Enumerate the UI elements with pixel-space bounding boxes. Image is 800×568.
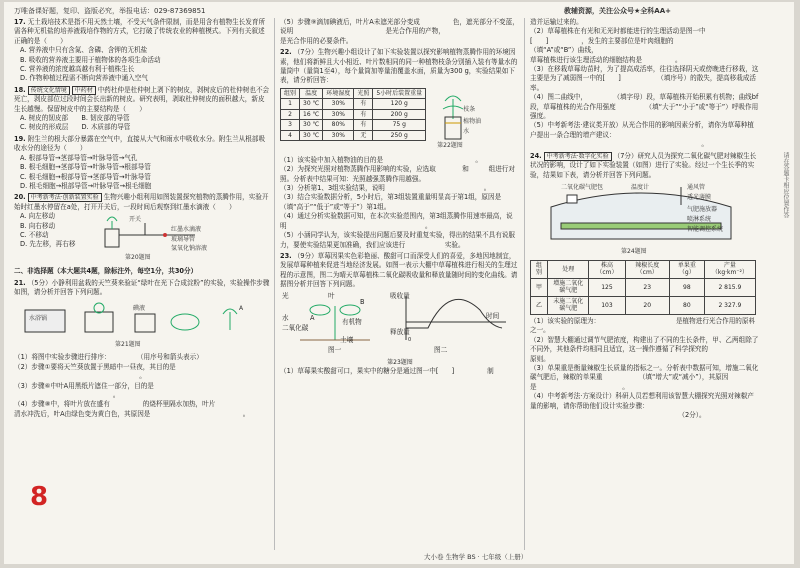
option: A. 树皮的韧皮部 B. 韧皮部的导管: [20, 114, 130, 123]
table-cell: 30 ℃: [300, 99, 323, 110]
option: A. 营养液中只有含氮、含磷、含钾的无机盐: [20, 46, 148, 55]
sub-question: （1）该实验的原理为： 是植物进行光合作用的原料之一。: [530, 316, 756, 335]
table-cell: 3: [281, 120, 300, 131]
sub-question: （2）为探究光照对植物蒸腾作用影响的实验，应选取 和 组进行对照。分析表中结果可知：光照越强蒸腾作用越强。: [280, 165, 515, 183]
table-cell: 甲: [531, 278, 548, 296]
figure-caption: 图二: [434, 345, 448, 354]
figure-label: 光: [282, 291, 289, 300]
binding-margin-text: 请在答题卡相应位置作答: [782, 152, 789, 218]
table-header: 组别: [531, 260, 548, 278]
option: C. 树皮的形成层 D. 木质部的导管: [20, 123, 131, 132]
question-text: 生物兴趣小组利用如图装置探究植物的蒸腾作用，实验开始时红墨水停留在a处，打开开关后，一段时间后观察到红墨水滴液（ ）: [14, 193, 269, 211]
table-cell: 125: [589, 278, 625, 296]
option: C. 不移动: [20, 230, 49, 239]
sub-question: 。: [530, 140, 709, 149]
table-header: 组别: [281, 88, 300, 99]
figure-label: 智能调控系统: [687, 225, 724, 233]
table-cell: 30 ℃: [300, 130, 323, 141]
question-text: （7分）研究人员为探究二氧化碳气肥对辣椒生长状况的影响，设计了如下实验装置（如图）进行了实验。经过一个生长季的实验，结果如下表，请分析并回答下列问题。: [530, 151, 757, 179]
figure-label: 土壤: [340, 335, 354, 344]
figure-label: 植物油: [463, 117, 482, 125]
sub-question: 清水冲洗后，叶A由绿色变为黄白色，其原因是 。: [14, 409, 250, 418]
sub-question: （3）结合实验数据分析，5小时后，第3组装置重量明显高于第1组，原因是 （填“高于”“低于”或“等于”）第1组。: [280, 193, 541, 211]
figure-label: 氢氧化钠溶液: [171, 245, 208, 253]
question-text: 无土栽培技术是指不用天然土壤，不受天气条件限制，而是用含有植物生长发育所需各种无机盐的培养液栽培作物的方式，它打破了传统农业的种植模式。下列有关叙述正确的是（ ）: [14, 18, 266, 45]
data-table-22: [280, 88, 426, 142]
table-cell: 乙: [531, 296, 548, 314]
sub-question: （1）草莓果实酸甜可口，果实中的糖分是通过图一中[ ] 制: [280, 366, 494, 375]
data-table-24: [530, 260, 756, 315]
figure-label: 通风管: [687, 183, 706, 191]
table-header: 辣椒长度（cm）: [625, 260, 669, 278]
figure-caption: 第21题图: [115, 341, 141, 349]
option: B. 根毛细胞→茎部导管→叶脉导管→根部导管: [20, 163, 151, 172]
figure-24: [530, 182, 760, 258]
section-heading: 二、非选择题（本大题共4题，除标注外，每空1分，共30分）: [14, 267, 198, 276]
table-row: [281, 120, 426, 131]
figure-label: 碘液: [133, 305, 146, 313]
figure-label: 叶: [328, 291, 335, 300]
table-row: [531, 296, 756, 314]
context-tag: 中药材: [72, 86, 96, 95]
question-number: 21.: [14, 278, 26, 287]
figure-label: 红墨水滴液: [171, 226, 202, 234]
option: D. 根毛细胞→根部导管→叶脉导管→根毛细胞: [20, 181, 152, 190]
exam-page: [4, 2, 794, 564]
question-23: [280, 252, 520, 376]
table-row: [281, 130, 426, 141]
question-17: [14, 18, 270, 84]
table-header: 单果重（g）: [669, 260, 704, 278]
option: D. 先左移，再右移: [20, 240, 76, 249]
sub-question: （3）步骤⑥中叶A用黑纸片遮住一部分，目的是: [14, 381, 154, 390]
figure-label: 0: [408, 336, 412, 343]
table-cell: 250 g: [373, 130, 426, 141]
figure-label: 水浴锅: [29, 315, 48, 323]
table-cell: 30%: [323, 99, 354, 110]
column-1: [14, 18, 270, 550]
table-cell: 30 ℃: [300, 120, 323, 131]
figure-label: 透光薄膜: [687, 193, 712, 201]
table-cell: 80%: [323, 120, 354, 131]
sub-question: （3）分析第1、3组实验结果，说明 。: [280, 184, 491, 193]
score-mark: 8: [30, 482, 49, 512]
sub-question: （5）小涵同学认为，该实验提出问题后要及时重复实验，得出的结果不具有说服力，要使实验结果更加准确，我们应该进行 实验。: [280, 231, 515, 249]
question-text: （9分）草莓因果实色彩艳丽、酸甜可口而深受人们的喜爱，多地因地制宜，发展草莓种植来促进当地经济发展。如图一表示大棚中草莓植株进行相关的生理过程的示意图，图二为晴天草莓植株二氧化碳吸收量和释放量随时间的变化曲线。请据图分析并回答下列问题。: [280, 251, 518, 289]
figure-caption: 第24题图: [621, 247, 647, 255]
table-row: [531, 278, 756, 296]
question-text: （7分）生物兴趣小组设计了如下实验装置以探究影响植物蒸腾作用的环境因素，他们将新鲜且大小相近、叶片数相同的同一种植物枝条分别插入装有等量水的量筒中（量筒1至4），每个量筒加等量油覆盖水面，质量为300 g，实验结果如下表，请分析回答：: [280, 48, 518, 85]
sub-question: （1）将图中实验步骤进行排序： （用序号和箭头表示）: [14, 353, 203, 362]
figure-label: 气肥施放器: [687, 205, 718, 213]
sub-question: （4）通过分析实验数据可知，在本次实验范围内，第3组蒸腾作用速率最高，说明 。: [280, 212, 513, 230]
figure-20: [84, 214, 236, 262]
table-cell: 80: [669, 296, 704, 314]
table-header: 光照: [354, 88, 373, 99]
column-divider: [524, 18, 525, 550]
sub-question: （2）智慧大棚通过调节气肥浓度，构建出了不同的生长条件，甲、乙两组除了 不同外，其他条件均相同且适宜，这一操作遵循了科学探究的 原则。: [530, 335, 792, 363]
figure-label: 二氧化碳: [282, 323, 309, 332]
figure-label: 释放量: [390, 327, 410, 336]
question-text: 中药杜仲是杜仲树上剥下的树皮，剥树皮后的杜仲树也不会死亡，剥皮部位过段时间会长出新的树皮。研究表明，剥取杜仲树皮的面积越大，新皮生长越慢。保留树皮中的主要结构是（ ）: [14, 85, 270, 113]
table-cell: 有: [354, 99, 373, 110]
option: D. 作物种植过程需不断向营养液中通入空气: [20, 74, 148, 83]
table-cell: 增施二氧化碳气肥: [548, 278, 589, 296]
table-header: 环境湿度: [323, 88, 354, 99]
question-number: 17.: [14, 18, 26, 26]
table-cell: 2 327.9: [704, 296, 755, 314]
figure-label: 水: [282, 313, 289, 322]
figure-caption: 图一: [328, 345, 342, 354]
table-cell: 30%: [323, 109, 354, 120]
table-cell: 4: [281, 130, 300, 141]
table-cell: 23: [625, 278, 669, 296]
option: A. 根部导管→茎部导管→叶脉导管→气孔: [20, 153, 138, 162]
figure-22: [432, 90, 494, 152]
sub-question: （3）单果重是衡量辣椒生长质量的指标之一。分析表中数据可知，增施二氧化碳气肥后，辣椒的单果重 （填“增大”或“减小”），其原因是 。: [530, 363, 759, 391]
header-right: 教辅资源，关注公众号★全科AA+: [564, 7, 671, 15]
table-cell: 120 g: [373, 99, 426, 110]
table-cell: 2: [281, 109, 300, 120]
context-tag: 中考新考法·数字化实验: [544, 152, 612, 161]
table-cell: 有: [354, 120, 373, 131]
table-cell: 98: [669, 278, 704, 296]
table-cell: 有: [354, 109, 373, 120]
figure-21: [14, 299, 270, 351]
figure-label: 喷淋系统: [687, 215, 712, 223]
table-header: 株高（cm）: [589, 260, 625, 278]
sub-question: （5）步骤⑨滴加碘液后，叶片A未遮光部分变成 色，遮光部分不变蓝，说明 是光合作用的产物， 是光合作用的必要条件。: [280, 18, 521, 45]
table-cell: 20: [625, 296, 669, 314]
transpiration-apparatus-diagram: [85, 215, 235, 253]
context-tag: 中考新考法·创新装置实验: [28, 193, 102, 202]
option: C. 根毛细胞→根部导管→茎部导管→叶脉导管: [20, 172, 151, 181]
sub-question: （2）步骤①要将天竺葵放置于黑暗中一昼夜，其目的是: [14, 362, 176, 371]
table-cell: 无: [354, 130, 373, 141]
context-tag: 传统文化情境: [28, 86, 70, 95]
figure-caption: 第20题图: [125, 254, 151, 262]
question-19: [14, 135, 270, 191]
sub-question: （5）中考新考法·建议类开放）从光合作用的影响因素分析，请你为草莓种植户提出一条合理的增产建议：: [530, 121, 754, 139]
table-row: [281, 99, 426, 110]
question-number: 24.: [530, 151, 542, 160]
greenhouse-diagram: [531, 183, 751, 247]
table-row: [281, 109, 426, 120]
figure-label: 二氧化碳气肥包: [561, 183, 604, 191]
option: C. 营养液的浓度越高越有利于植株生长: [20, 65, 135, 74]
table-cell: 未施二氧化碳气肥: [548, 296, 589, 314]
question-21: [14, 279, 270, 420]
table-cell: 30%: [323, 130, 354, 141]
table-cell: 75 g: [373, 120, 426, 131]
header-left: 万唯备课好题，复印、盗版必究，举报电话：029-87369851: [14, 7, 206, 15]
sub-question: （3）在移栽草莓幼苗时，为了提高成活率，往往选择阴天或傍晚进行移栽，这主要是为了减弱图一中的[ ] （填序号）的散失，提高移栽成活率。: [530, 65, 759, 92]
sub-question: 。: [14, 390, 120, 399]
figure-23-2: [390, 292, 510, 356]
page-footer: 大小卷 生物学 BS · 七年级（上册）: [424, 553, 528, 561]
question-number: 20.: [14, 193, 26, 202]
option: B. 向右移动: [20, 221, 56, 230]
question-number: 18.: [14, 85, 26, 94]
question-number: 19.: [14, 134, 26, 143]
question-number: 23.: [280, 251, 292, 260]
figure-caption: 第22题图: [437, 141, 463, 149]
sub-question: （2）草莓植株在有光和无光时都能进行的生理活动是图一中[ ] ，发生的主要部位是叶肉细胞的 （填“A”或“B”）曲线，: [530, 27, 727, 55]
table-header: 产量（kg·km⁻²）: [704, 260, 755, 278]
figure-label: 温度计: [631, 183, 650, 191]
question-23-continued: [530, 18, 760, 150]
table-cell: 2 815.9: [704, 278, 755, 296]
table-cell: 200 g: [373, 109, 426, 120]
sub-question: （4）步骤⑧中，将叶片放在盛有 的烧杯里隔水加热，叶片: [14, 400, 216, 409]
table-header: 处理: [548, 260, 589, 278]
figure-23-1: [280, 292, 390, 356]
sub-question: （4）中考新考法·方案设计）科研人员若想利用该智慧大棚探究光照对辣椒产量的影响，请你帮助他们设计实验步骤：: [530, 392, 754, 410]
figure-label: 玻璃导管: [171, 236, 196, 244]
option: B. 吸收的营养液主要用于植物体的各项生命活动: [20, 55, 161, 64]
figure-23: [280, 292, 520, 356]
figure-label: 吸收量: [390, 291, 410, 300]
table-cell: 1: [281, 99, 300, 110]
question-number: 22.: [280, 48, 292, 57]
sub-question: （4）图二曲线中， （填字母）段，草莓植株开始积累有机物；曲线bf段，草莓植株的光合作用强度 （填“大于”“小于”或“等于”）呼吸作用强度。: [530, 93, 759, 121]
sub-question: （1）该实验中加入植物油的目的是 。: [280, 155, 483, 164]
figure-label: A: [239, 305, 244, 313]
column-divider: [274, 18, 275, 550]
figure-label: 有机物: [342, 317, 362, 326]
table-header: 温度: [300, 88, 323, 99]
figure-label: 开关: [129, 216, 142, 224]
table-header: 5小时后装置重量: [373, 88, 426, 99]
table-cell: 16 ℃: [300, 109, 323, 120]
sub-question: 草莓植株进行该生理活动的细胞结构是 。: [530, 55, 682, 64]
question-20: [14, 193, 270, 264]
figure-label: 时间: [486, 311, 500, 320]
option: A. 向左移动: [20, 212, 55, 221]
figure-label: 枝条: [463, 105, 476, 113]
plant-process-diagram: [280, 292, 390, 344]
sub-question: 。: [14, 372, 146, 381]
question-text: （5分）小静利用盆栽的天竺葵来验证“绿叶在光下合成淀粉”的实验，实验操作步骤如图，请分析并回答下列问题。: [14, 278, 270, 296]
figure-caption: 第23题图: [387, 358, 413, 366]
sub-question: 造并运输过来的。: [530, 18, 583, 26]
question-18: [14, 86, 270, 133]
figure-label: 水: [463, 127, 470, 135]
figure-label: A: [310, 313, 315, 322]
table-cell: 103: [589, 296, 625, 314]
figure-label: B: [360, 297, 365, 306]
question-text: 附生兰的根大部分暴露在空气中，直接从大气和雨水中吸收水分。附生兰从根部吸收水分的途径为（ ）: [14, 134, 266, 153]
sub-question: （2分）。: [530, 410, 706, 419]
